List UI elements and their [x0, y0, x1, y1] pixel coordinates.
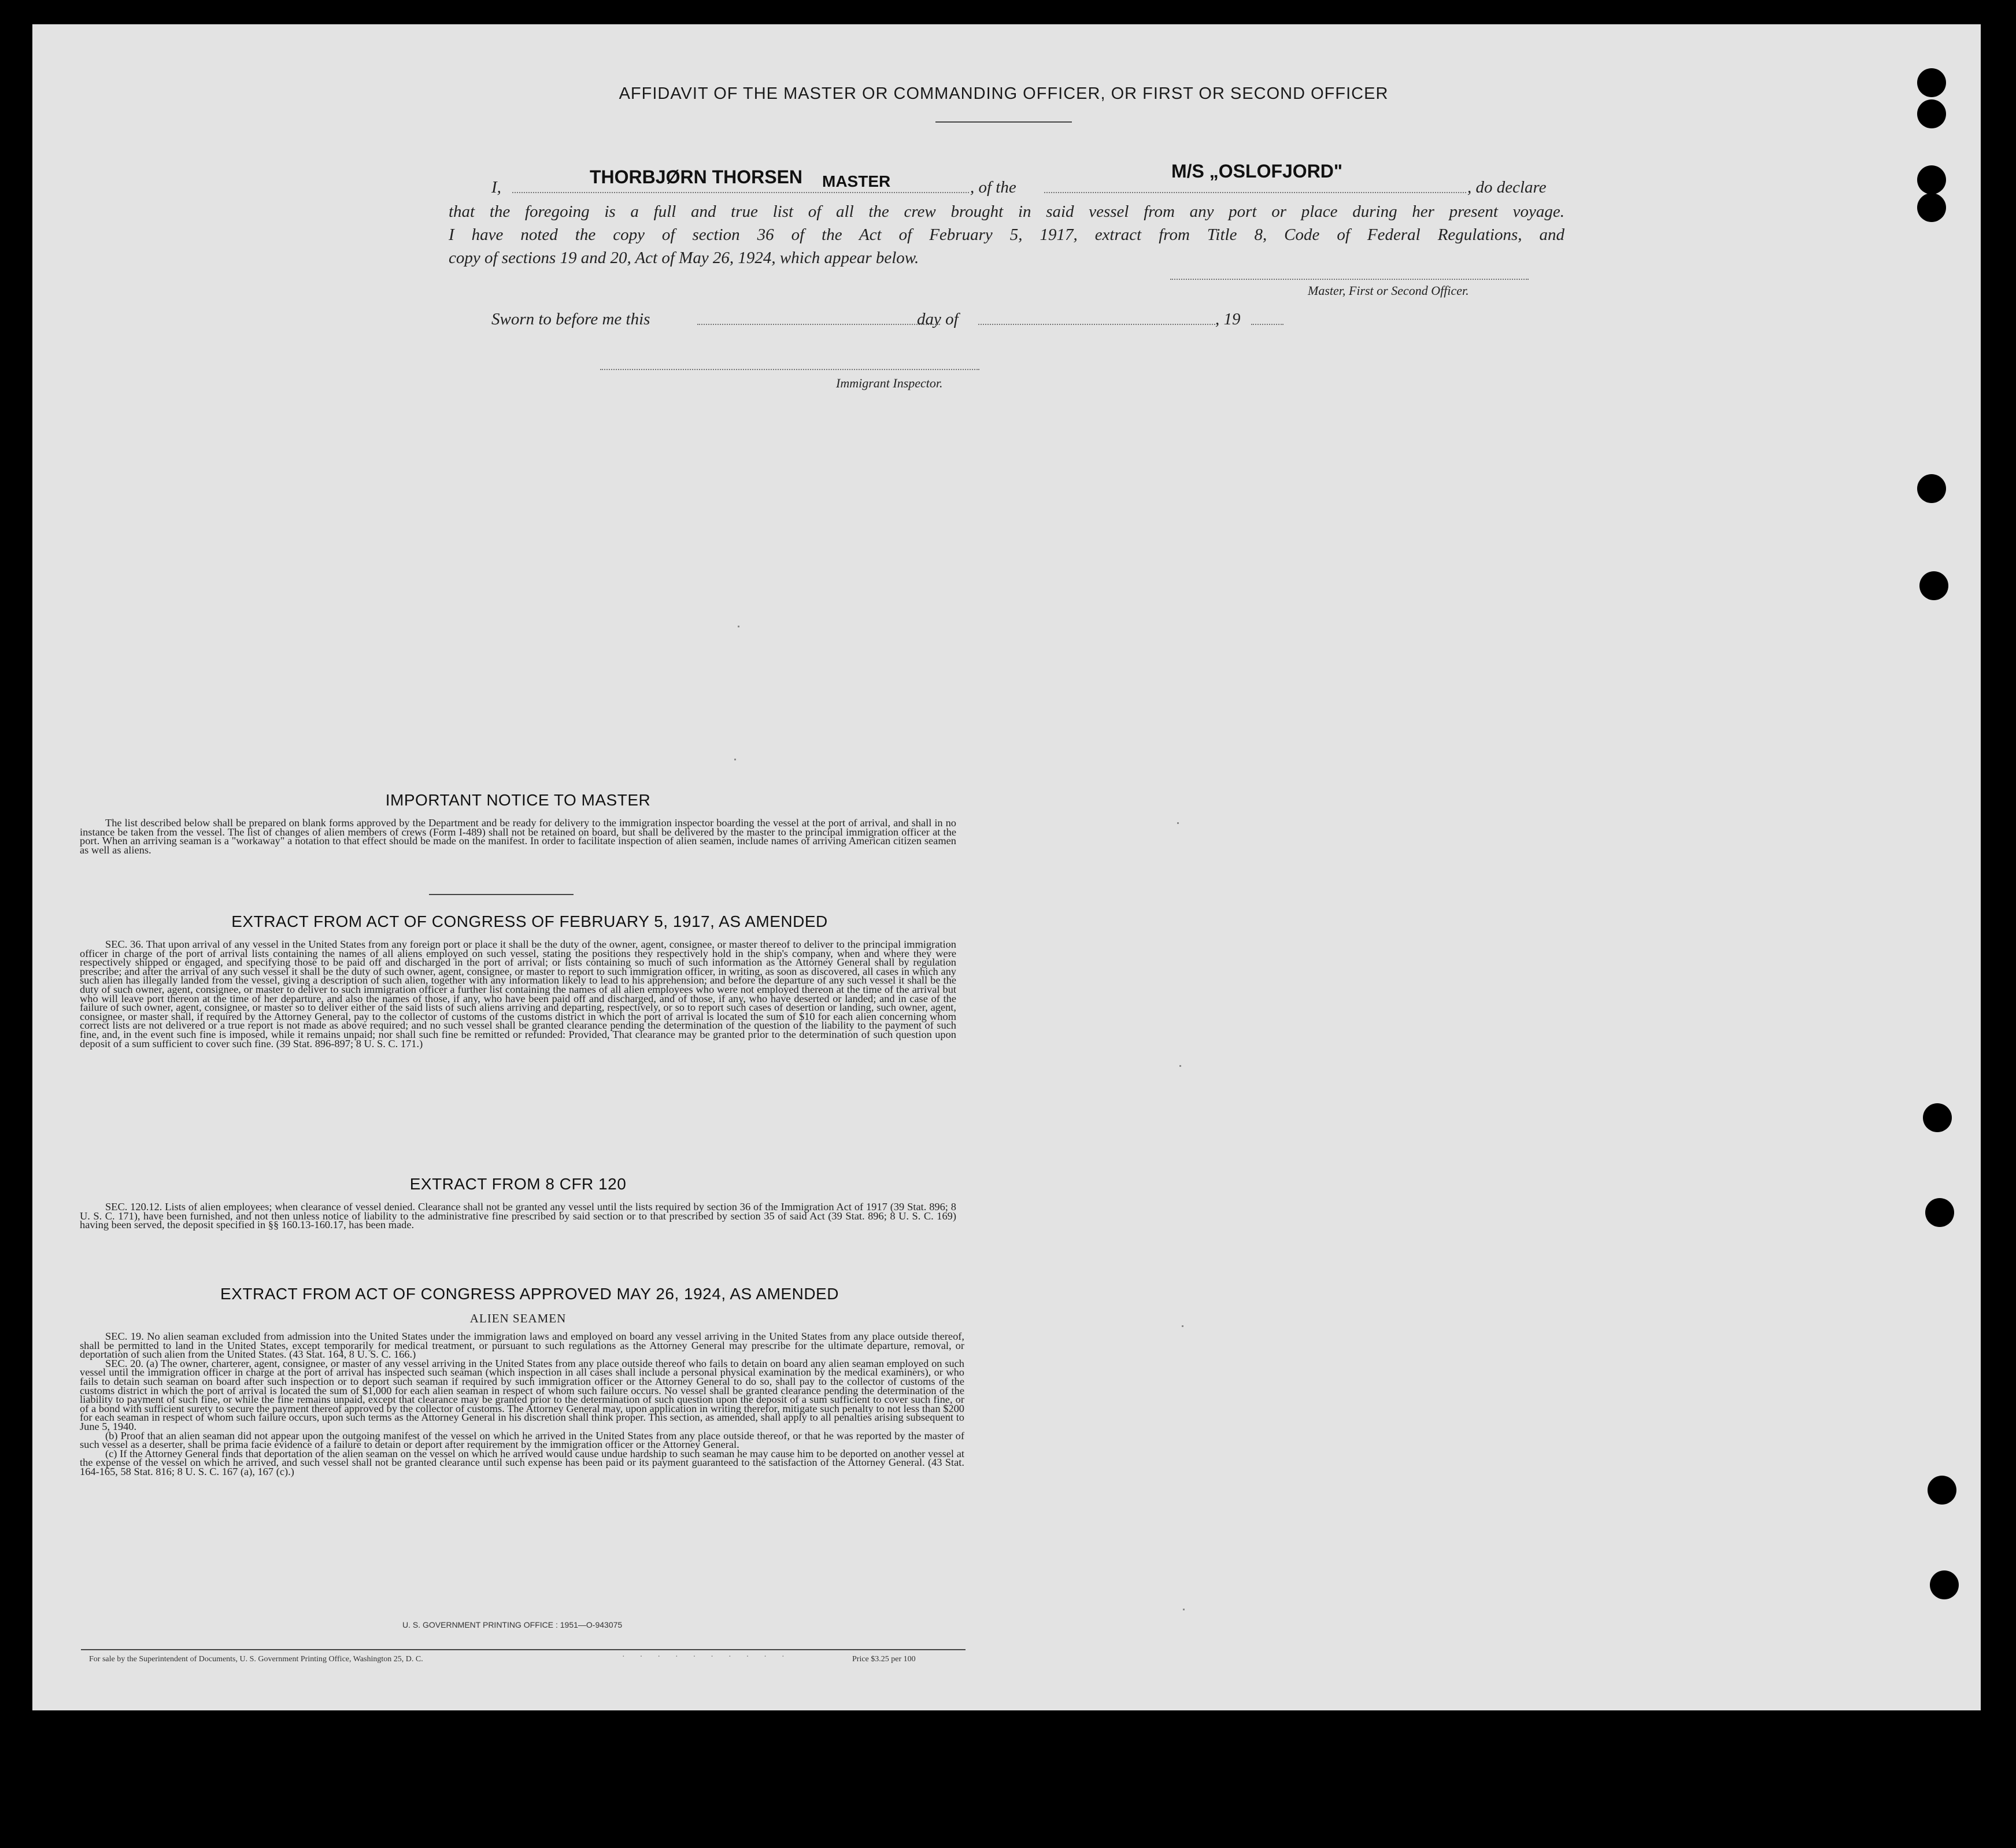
signature-line — [1170, 279, 1529, 280]
section-20b-paragraph: (b) Proof that an alien seaman did not appear upon the outgoing manifest of the vessel on which he arrived in the United States from any place outside thereof, or that he was reported by the master of such vessel as a deserter, shall be prima facie evidence of a failure to detain or deport after requirement by the immigration officer or the Attorney General. — [80, 1429, 964, 1451]
master-name-field — [512, 192, 969, 193]
punch-hole — [1917, 68, 1946, 97]
scan-speck — [1183, 1609, 1185, 1610]
printing-office-imprint: U. S. GOVERNMENT PRINTING OFFICE : 1951—O-943075 — [402, 1620, 623, 1629]
punch-hole — [1930, 1570, 1959, 1599]
affidavit-title: AFFIDAVIT OF THE MASTER OR COMMANDING OFFICER, OR FIRST OR SECOND OFFICER — [619, 84, 1389, 103]
scan-speck — [1177, 822, 1179, 824]
extract-1917-title: EXTRACT FROM ACT OF CONGRESS OF FEBRUARY 5, 1917, AS AMENDED — [231, 912, 828, 930]
punch-hole — [1917, 165, 1946, 194]
vessel-name: M/S „OSLOFJORD" — [1171, 161, 1343, 182]
vessel-field — [1044, 192, 1466, 193]
declaration-line-3: I have noted the copy of section 36 of the Act of February 5, 1917, extract from Title 8, Code of Federal Regulations, and — [449, 226, 1564, 244]
footer-leader-dots: ·········· — [622, 1653, 800, 1661]
sworn-month-field — [978, 324, 1215, 325]
punch-hole — [1917, 193, 1946, 222]
section-19-paragraph: SEC. 19. No alien seaman excluded from admission into the United States under the immigration laws and employed on board any vessel arriving in the United States from any place outside thereof, shall be permitted to land in the United States, except temporarily for medical treatment, or pursuant to such regulations as the Attorney General may prescribe for the ultimate departure, removal, or deportation of such alien from the United States. (43 Stat. 164, 8 U. S. C. 166.) — [80, 1330, 964, 1361]
signature-caption: Master, First or Second Officer. — [1308, 283, 1469, 298]
price-note: Price $3.25 per 100 — [852, 1655, 916, 1664]
alien-seamen-subtitle: ALIEN SEAMEN — [469, 1311, 567, 1325]
sworn-day-field — [697, 324, 940, 325]
do-declare-label: , do declare — [1467, 178, 1547, 197]
extract-1917-paragraph: SEC. 36. That upon arrival of any vessel in the United States from any foreign port or place it shall be the duty of the owner, agent, consignee, or master thereof to deliver to the principal immigration officer in charge of the port of arrival lists containing the names of all aliens employed on such vessel, stating the positions they respectively hold in the ship's company, when and where they were respectively shipped or engaged, and specifying those to be paid off and discharged in the port of arrival; or lists containing so much of such information as the Attorney General shall by regulation prescribe; and after the arrival of any such vessel it shall be the duty of such owner, agent, consignee, or master to report to such immigration officer, in writing, as soon as discovered, all cases in which any such alien has illegally landed from the vessel, giving a description of such alien, together with any information likely to lead to his apprehension; and before the departure of any such vessel it shall be the duty of such owner, agent, consignee, or master to deliver to such immigration officer a further list containing the names of all alien employees who were not employed thereon at the time of the arrival but who will leave port thereon at the time of her departure, and also the names of those, if any, who have been paid off and discharged, and of those, if any, who have deserted or landed; and in case of the failure of such owner, agent, consignee, or master so to deliver either of the said lists of such aliens arriving and departing, respectively, or so to report such cases of desertion or landing, such owner, agent, consignee, or master shall, if required by the Attorney General, pay to the collector of customs of the customs district in which the port of arrival is located the sum of $10 for each alien concerning whom correct lists are not delivered or a true report is not made as above required; and no such vessel shall be granted clearance pending the determination of the question of the liability to the payment of such fine, and, in the event such fine is imposed, while it remains unpaid; nor shall such fine be remitted or refunded: Provided, That clearance may be granted prior to the determination of such question upon deposit of a sum sufficient to cover such fine. (39 Stat. 896-897; 8 U. S. C. 171.) — [80, 938, 956, 1049]
inspector-signature-line — [600, 369, 979, 370]
notice-divider — [429, 894, 574, 895]
punch-hole — [1917, 474, 1946, 503]
notice-paragraph: The list described below shall be prepared on blank forms approved by the Department and be ready for delivery to the immigration inspector boarding the vessel at the port of arrival, and shall in no instance be taken from the vessel. The list of changes of alien members of crews (Form I-489) shall not be retained on board, but shall be delivered by the master to the principal immigration officer at the port. When an arriving seaman is a "workaway" a notation to that effect should be made on the manifest. In order to facilitate inspection of alien seamen, include names of arriving American citizen seamen as well as aliens. — [80, 817, 956, 856]
notice-title: IMPORTANT NOTICE TO MASTER — [385, 791, 651, 809]
footer-rule — [81, 1649, 966, 1650]
scan-speck — [1182, 1325, 1183, 1327]
master-name: THORBJØRN THORSEN — [590, 167, 803, 187]
extract-cfr-text-block — [80, 1203, 956, 1230]
punch-hole — [1928, 1476, 1956, 1505]
extract-1924-text-block — [80, 1332, 964, 1477]
scan-speck — [734, 759, 736, 760]
master-rank: MASTER — [822, 172, 891, 190]
scan-speck — [738, 626, 739, 627]
declaration-line-4: copy of sections 19 and 20, Act of May 26, 1924, which appear below. — [449, 249, 919, 267]
form-page — [32, 24, 1981, 1710]
notice-text-block — [80, 819, 956, 855]
day-of-label: day of — [917, 310, 959, 328]
punch-hole — [1917, 99, 1946, 128]
sworn-year-field — [1251, 324, 1283, 325]
punch-hole — [1919, 571, 1948, 600]
scan-speck — [1179, 1065, 1181, 1067]
section-20c-paragraph: (c) If the Attorney General finds that deportation of the alien seaman on the vessel on which he arrived would cause undue hardship to such seaman he may cause him to be deported on another vessel at the expense of the vessel on which he arrived, and such vessel shall not be granted clearance until such expense has been paid or its payment guaranteed to the satisfaction of the Attorney General. (43 Stat. 164-165, 58 Stat. 816; 8 U. S. C. 167 (a), 167 (c).) — [80, 1447, 964, 1477]
i-label: I, — [491, 178, 501, 197]
inspector-caption: Immigrant Inspector. — [836, 376, 943, 390]
punch-hole — [1925, 1198, 1954, 1227]
extract-1917-text-block — [80, 940, 956, 1048]
extract-1924-title: EXTRACT FROM ACT OF CONGRESS APPROVED MAY 26, 1924, AS AMENDED — [220, 1285, 839, 1303]
title-divider — [935, 121, 1072, 123]
for-sale-note: For sale by the Superintendent of Documents, U. S. Government Printing Office, Washington 25, D. C. — [89, 1655, 423, 1664]
section-20a-paragraph: SEC. 20. (a) The owner, charterer, agent, consignee, or master of any vessel arriving in the United States from any place outside thereof who fails to detain on board any alien seaman employed on such vessel until the immigration officer in charge at the port of arrival has inspected such seaman (which inspection in all cases shall include a personal physical examination by the medical examiners), or who fails to detain such seaman on board after such inspection or to deport such seaman if required by such immigration officer or the Attorney General to do so, shall pay to the collector of customs of the customs district in which the port of arrival is located the sum of $1,000 for each alien seaman in respect of whom such failure occurs. No vessel shall be granted clearance pending the determination of the liability to payment of such fine, or while the fine remains unpaid, except that clearance may be granted prior to the determination of such question upon the deposit of a sum sufficient to cover such fine, or of a bond with sufficient surety to secure the payment thereof approved by the collector of customs. The Attorney General may, upon application in writing therefor, mitigate such penalty to not less than $200 for each seaman in respect of whom such failure occurs, upon such terms as the Attorney General in his discretion shall think proper. This section, as amended, shall apply to all penalties arising subsequent to June 5, 1940. — [80, 1357, 964, 1432]
year-prefix: , 19 — [1215, 310, 1241, 328]
punch-hole — [1923, 1103, 1952, 1132]
extract-cfr-title: EXTRACT FROM 8 CFR 120 — [409, 1175, 627, 1193]
extract-cfr-paragraph: SEC. 120.12. Lists of alien employees; when clearance of vessel denied. Clearance shall not be granted any vessel until the lists required by section 36 of the Immigration Act of 1917 (39 Stat. 896; 8 U. S. C. 171), have been furnished, and not then unless notice of liability to the administrative fine prescribed by said section or to that prescribed by section 35 of said Act (39 Stat. 896; 8 U. S. C. 169) having been served, the deposit specified in §§ 160.13-160.17, has been made. — [80, 1201, 956, 1231]
sworn-label: Sworn to before me this — [491, 310, 650, 328]
declaration-line-2: that the foregoing is a full and true list of all the crew brought in said vessel from any port or place during her present voyage. — [449, 202, 1564, 221]
of-the-label: , of the — [970, 178, 1016, 197]
